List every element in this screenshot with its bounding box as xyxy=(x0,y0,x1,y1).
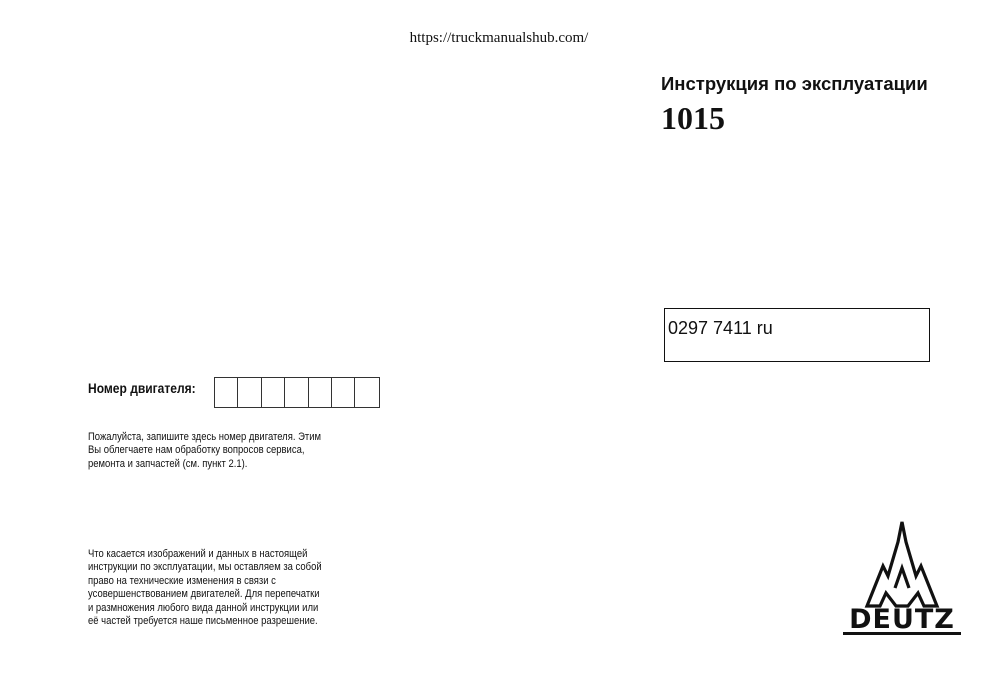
source-url: https://truckmanualshub.com/ xyxy=(409,30,589,46)
brand-wordmark: DEUTZ xyxy=(849,604,955,635)
engine-number-cell[interactable] xyxy=(215,378,238,407)
engine-number-cell[interactable] xyxy=(285,378,308,407)
engine-number-cell[interactable] xyxy=(238,378,261,407)
engine-number-cell[interactable] xyxy=(262,378,285,407)
engine-number-boxes[interactable] xyxy=(214,377,380,408)
record-request-note xyxy=(88,431,321,471)
note-line: ремонта и запчастей (см. пункт 2.1). xyxy=(88,457,248,470)
engine-number-cell[interactable] xyxy=(309,378,332,407)
note-line: право на технические изменения в связи с xyxy=(88,574,276,587)
copyright-note xyxy=(88,548,322,628)
engine-number-cell[interactable] xyxy=(332,378,355,407)
document-title: Инструкция по эксплуатации xyxy=(661,73,928,94)
deutz-logo xyxy=(840,518,964,636)
note-line: инструкции по эксплуатации, мы оставляем за собой xyxy=(88,561,322,574)
note-line: усовершенствованием двигателей. Для перепечатки xyxy=(88,588,320,601)
note-line: Вы облегчаете нам обработку вопросов сервиса, xyxy=(88,444,305,457)
note-line: и размножения любого вида данной инструкции или xyxy=(88,601,319,614)
document-code-box xyxy=(664,308,930,362)
engine-number-cell[interactable] xyxy=(355,378,378,407)
note-line: Пожалуйста, запишите здесь номер двигателя. Этим xyxy=(88,431,322,443)
note-line: её частей требуется наше письменное разрешение. xyxy=(88,615,318,628)
note-line: Что касается изображений и данных в настоящей xyxy=(88,548,308,560)
document-code: 0297 7411 ru xyxy=(668,318,773,338)
engine-model: 1015 xyxy=(661,100,725,136)
deutz-cathedral-icon xyxy=(867,522,937,606)
engine-number-label: Номер двигателя: xyxy=(88,380,196,396)
